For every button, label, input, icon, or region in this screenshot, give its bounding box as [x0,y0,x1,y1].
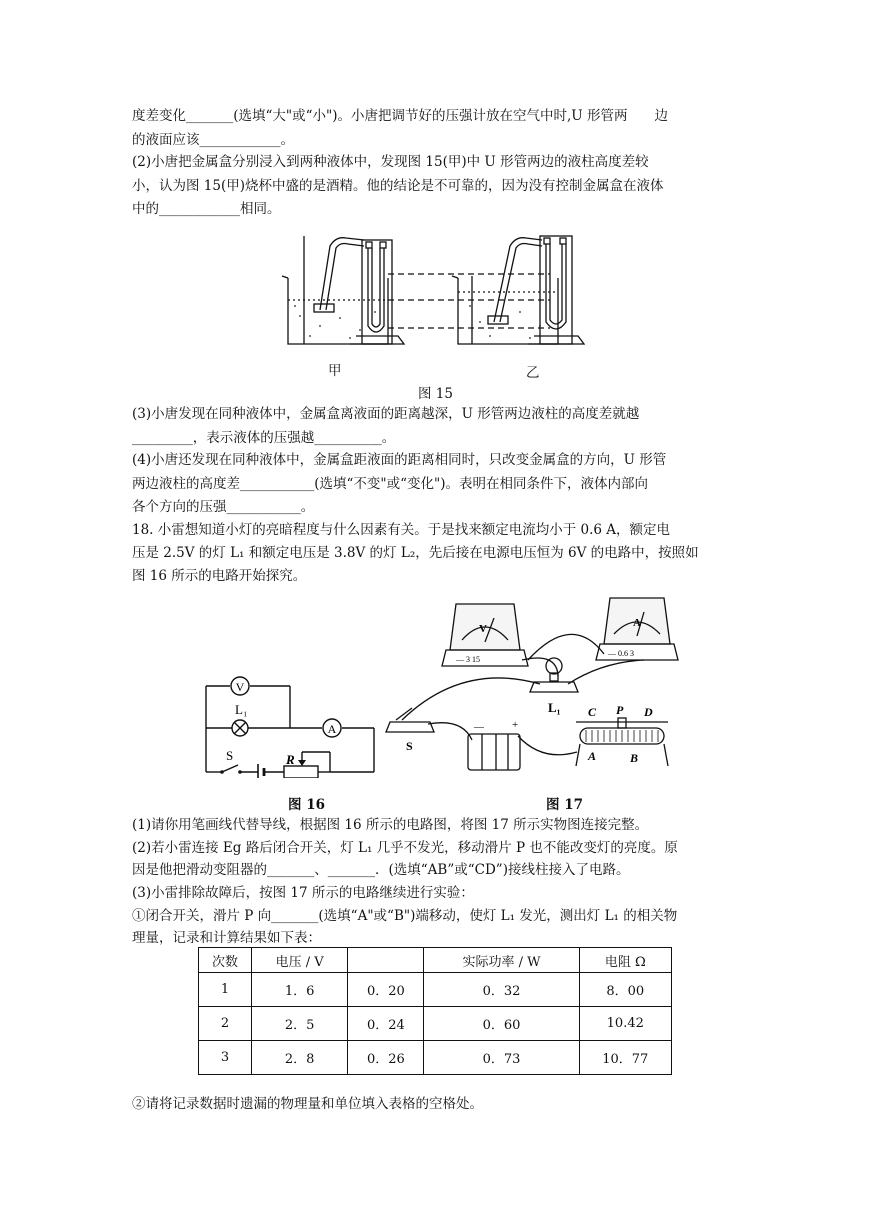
text-line: (2)小唐把金属盒分别浸入到两种液体中，发现图 15(甲)中 U 形管两边的液柱高度差较 [132,154,649,170]
table-cell: 2 [199,1007,252,1041]
text-line: (4)小唐还发现在同种液体中，金属盒距液面的距离相同时，只改变金属盒的方向，U 形管 [132,452,667,468]
table-header-cell: 电阻 Ω [579,948,671,973]
table-cell: 1 [199,973,252,1007]
fig17-voltmeter-scale: — 3 15 [456,655,480,664]
table-header-cell: 电压 / V [252,948,348,973]
table-cell: 0．73 [424,1041,579,1075]
table-cell: 0．26 [348,1041,424,1075]
terminal-p-label: P [616,703,624,717]
fig15-label-yi: 乙 [526,365,540,381]
fig17-ammeter-scale: — 0.6 3 [608,649,634,658]
text-line: _________，表示液体的压强越__________。 [132,430,396,446]
table-row [199,973,672,1007]
fig17-lamp-label: L₁ [548,700,561,715]
figure-17-apparatus [382,592,692,788]
terminal-d-label: D [644,705,653,719]
text-line: 中的____________相同。 [132,201,281,217]
fig17-switch-label: S [406,739,413,753]
text-line: ②请将记录数据时遗漏的物理量和单位填入表格的空格处。 [132,1096,483,1112]
text-line: 小，认为图 15(甲)烧杯中盛的是酒精。他的结论是不可靠的，因为没有控制金属盒在液体 [132,178,664,194]
text-line: 18. 小雷想知道小灯的亮暗程度与什么因素有关。于是找来额定电流均小于 0.6 A，额定电 [132,522,671,538]
table-cell: 2．5 [252,1007,348,1041]
fig15-label-jia: 甲 [328,363,342,379]
terminal-a-label: A [588,749,597,763]
table-header-cell: 实际功率 / W [424,948,579,973]
terminal-c-label: C [588,705,597,719]
text-line: 度差变化_______(选填“大"或“小")。小唐把调节好的压强计放在空气中时,U 形管两 边 [132,108,668,124]
table-row [199,1041,672,1075]
fig16-voltmeter-symbol: V [235,680,245,694]
table-cell: 10．77 [579,1041,671,1075]
table-header-cell: 次数 [199,948,252,973]
table-row [199,1007,672,1041]
fig16-lamp-label: L₁ [235,702,248,717]
text-line: 的液面应该____________。 [132,132,294,148]
text-line: 图 16 所示的电路开始探究。 [132,568,307,584]
fig15-caption: 图 15 [418,386,453,402]
table-cell: 8．00 [579,973,671,1007]
table-cell: 0．32 [424,973,579,1007]
text-line: 压是 2.5V 的灯 L₁ 和额定电压是 3.8V 的灯 L₂，先后接在电源电压恒为 6V 的电路中，按照如 [132,545,699,561]
table-header-row [199,948,672,973]
figure-16-circuit [198,672,380,778]
text-line: (1)请你用笔画线代替导线，根据图 16 所示的电路图，将图 17 所示实物图连接完整。 [132,817,649,833]
table-cell: 0．24 [348,1007,424,1041]
fig17-voltmeter-letter: V [479,623,487,635]
table-cell: 3 [199,1041,252,1075]
battery-plus-label: + [512,719,519,731]
table-header-cell-blank [348,948,424,973]
text-line: 各个方向的压强___________。 [132,499,315,515]
text-line: 两边液柱的高度差___________(选填“不变"或“变化")。表明在相同条件下，液体内部向 [132,476,649,492]
figure-15-diagram [280,226,600,356]
fig17-ammeter-letter: A [633,617,641,629]
fig16-ammeter-symbol: A [327,722,337,736]
fig16-rheostat-label: R [286,752,295,767]
text-line: 因是他把滑动变阻器的_______、_______．(选填“AB”或“CD”)接线柱接入了电路。 [132,862,630,878]
results-table [198,947,672,1075]
table-cell: 0．60 [424,1007,579,1041]
fig16-caption: 图 16 [288,797,325,813]
table-cell: 10.42 [579,1007,671,1041]
text-line: ①闭合开关，滑片 P 向_______(选填“A"或“B")端移动，使灯 L₁ 发光，测出灯 L₁ 的相关物 [132,908,678,924]
battery-minus-label: — [474,722,484,733]
text-line: (3)小唐发现在同种液体中，金属盒离液面的距离越深，U 形管两边液柱的高度差就越 [132,406,640,422]
fig17-caption: 图 17 [546,797,583,813]
text-line: 理量，记录和计算结果如下表： [132,930,321,946]
fig16-switch-label: S [226,748,234,763]
table-cell: 2．8 [252,1041,348,1075]
text-line: (3)小雷排除故障后，按图 17 所示的电路继续进行实验： [132,885,474,901]
table-cell: 0．20 [348,973,424,1007]
text-line: (2)若小雷连接 Eg 路后闭合开关，灯 L₁ 几乎不发光，移动滑片 P 也不能改变灯的亮度。原 [132,840,678,856]
table-cell: 1．6 [252,973,348,1007]
terminal-b-label: B [630,751,639,765]
